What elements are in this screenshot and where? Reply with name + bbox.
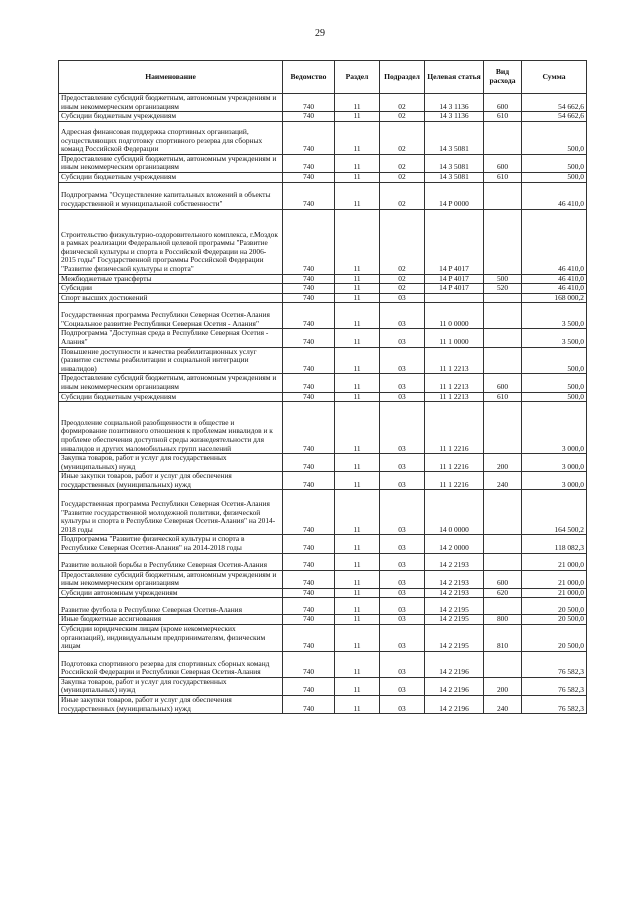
cell-ved: 740 — [283, 303, 335, 329]
cell-name: Предоставление субсидий бюджетным, автономным учреждениям и иным некоммерческим организациям — [59, 374, 283, 392]
cell-name: Преодоление социальной разобщенности в обществе и формирование позитивного отношения к проблемам инвалидов и к проблеме обеспечения доступной среды жизнедеятельности для инвалидов и других маломобильных групп населений — [59, 402, 283, 454]
cell-cs: 14 2 2195 — [425, 615, 484, 625]
cell-sum: 76 582,3 — [522, 651, 587, 677]
cell-name: Развитие вольной борьбы в Республике Северная Осетия-Алания — [59, 553, 283, 570]
cell-raz: 11 — [335, 535, 380, 553]
cell-ved: 740 — [283, 284, 335, 294]
cell-ved: 740 — [283, 570, 335, 588]
cell-raz: 11 — [335, 615, 380, 625]
cell-name: Спорт высших достижений — [59, 293, 283, 303]
cell-cs: 11 0 0000 — [425, 303, 484, 329]
table-row — [59, 490, 587, 535]
cell-ved: 740 — [283, 374, 335, 392]
cell-cs: 11 1 2216 — [425, 472, 484, 490]
cell-vr: 810 — [484, 625, 522, 652]
cell-raz: 11 — [335, 696, 380, 714]
cell-pod: 03 — [380, 625, 425, 652]
table-row — [59, 209, 587, 274]
cell-pod: 03 — [380, 598, 425, 615]
cell-raz: 11 — [335, 374, 380, 392]
cell-cs: 14 2 0000 — [425, 535, 484, 553]
cell-raz: 11 — [335, 553, 380, 570]
cell-raz: 11 — [335, 172, 380, 182]
cell-ved: 740 — [283, 392, 335, 402]
cell-ved: 740 — [283, 347, 335, 374]
table-row — [59, 625, 587, 652]
cell-name: Адресная финансовая поддержка спортивных организаций, осуществляющих подготовку спортивного резерва для сборных команд Российской Федерации — [59, 121, 283, 154]
cell-name: Субсидии бюджетным учреждениям — [59, 112, 283, 122]
cell-cs: 14 P 0000 — [425, 182, 484, 209]
cell-pod: 03 — [380, 651, 425, 677]
cell-ved: 740 — [283, 209, 335, 274]
cell-cs: 14 2 2193 — [425, 570, 484, 588]
table-row — [59, 402, 587, 454]
table-row — [59, 570, 587, 588]
cell-ved: 740 — [283, 472, 335, 490]
cell-name: Субсидии — [59, 284, 283, 294]
cell-name: Субсидии бюджетным учреждениям — [59, 172, 283, 182]
table-row — [59, 553, 587, 570]
table-row — [59, 535, 587, 553]
cell-cs: 14 3 1136 — [425, 94, 484, 112]
cell-pod: 03 — [380, 392, 425, 402]
cell-sum: 118 082,3 — [522, 535, 587, 553]
cell-vr — [484, 402, 522, 454]
cell-pod: 02 — [380, 182, 425, 209]
cell-raz: 11 — [335, 402, 380, 454]
cell-vr — [484, 329, 522, 347]
cell-sum: 3 000,0 — [522, 454, 587, 472]
cell-name: Повышение доступности и качества реабилитационных услуг (развитие системы реабилитации и социальной интеграции инвалидов) — [59, 347, 283, 374]
cell-vr — [484, 347, 522, 374]
cell-cs: 14 2 2196 — [425, 696, 484, 714]
cell-ved: 740 — [283, 112, 335, 122]
cell-name: Субсидии автономным учреждениям — [59, 588, 283, 598]
cell-cs: 14 2 2193 — [425, 553, 484, 570]
cell-pod: 02 — [380, 274, 425, 284]
cell-pod: 02 — [380, 154, 425, 172]
cell-vr — [484, 182, 522, 209]
cell-cs: 14 3 5081 — [425, 172, 484, 182]
cell-name: Развитие футбола в Республике Северная Осетия-Алания — [59, 598, 283, 615]
cell-sum: 21 000,0 — [522, 553, 587, 570]
cell-vr: 610 — [484, 112, 522, 122]
cell-pod: 03 — [380, 374, 425, 392]
cell-sum: 76 582,3 — [522, 677, 587, 695]
table-row — [59, 588, 587, 598]
cell-pod: 02 — [380, 284, 425, 294]
cell-sum: 3 500,0 — [522, 329, 587, 347]
table-row — [59, 94, 587, 112]
cell-vr: 520 — [484, 284, 522, 294]
cell-name: Подпрограмма "Развитие физической культуры и спорта в Республике Северная Осетия-Алания" на 2014-2018 годы — [59, 535, 283, 553]
cell-vr — [484, 209, 522, 274]
header-row — [59, 61, 587, 94]
cell-raz: 11 — [335, 209, 380, 274]
cell-vr — [484, 651, 522, 677]
cell-sum: 46 410,0 — [522, 274, 587, 284]
cell-name: Закупка товаров, работ и услуг для государственных (муниципальных) нужд — [59, 677, 283, 695]
cell-cs: 14 2 2193 — [425, 588, 484, 598]
cell-cs: 11 1 2213 — [425, 392, 484, 402]
cell-pod: 03 — [380, 293, 425, 303]
cell-name: Подготовка спортивного резерва для спортивных сборных команд Российской Федерации и Республики Северная Осетия-Алания — [59, 651, 283, 677]
table-row — [59, 454, 587, 472]
cell-vr — [484, 293, 522, 303]
cell-vr: 600 — [484, 154, 522, 172]
cell-raz: 11 — [335, 570, 380, 588]
header-name: Наименование — [59, 61, 283, 94]
cell-sum: 3 500,0 — [522, 303, 587, 329]
cell-raz: 11 — [335, 472, 380, 490]
cell-cs: 14 2 2195 — [425, 598, 484, 615]
cell-raz: 11 — [335, 454, 380, 472]
cell-ved: 740 — [283, 182, 335, 209]
cell-pod: 03 — [380, 535, 425, 553]
cell-pod: 02 — [380, 94, 425, 112]
cell-name: Государственная программа Республики Северная Осетия-Алания "Социальное развитие Республики Северная Осетия - Алания" — [59, 303, 283, 329]
cell-sum: 21 000,0 — [522, 570, 587, 588]
cell-vr: 500 — [484, 274, 522, 284]
cell-vr — [484, 121, 522, 154]
cell-cs — [425, 293, 484, 303]
header-celevaya: Целевая статья — [425, 61, 484, 94]
cell-raz: 11 — [335, 625, 380, 652]
budget-table — [58, 60, 587, 714]
cell-cs: 11 1 2213 — [425, 347, 484, 374]
cell-cs: 14 3 1136 — [425, 112, 484, 122]
table-row — [59, 112, 587, 122]
cell-raz: 11 — [335, 677, 380, 695]
table-row — [59, 696, 587, 714]
cell-cs: 11 1 2213 — [425, 374, 484, 392]
cell-cs: 11 1 2216 — [425, 454, 484, 472]
table-row — [59, 293, 587, 303]
cell-raz: 11 — [335, 112, 380, 122]
cell-sum: 20 500,0 — [522, 615, 587, 625]
cell-name: Межбюджетные трансферты — [59, 274, 283, 284]
header-vedomstvo: Ведомство — [283, 61, 335, 94]
cell-raz: 11 — [335, 303, 380, 329]
cell-pod: 02 — [380, 172, 425, 182]
table-body — [59, 94, 587, 714]
table-row — [59, 284, 587, 294]
table-row — [59, 374, 587, 392]
header-vid: Вид расхода — [484, 61, 522, 94]
cell-sum: 54 662,6 — [522, 112, 587, 122]
cell-ved: 740 — [283, 121, 335, 154]
cell-cs: 14 P 4017 — [425, 284, 484, 294]
cell-name: Иные бюджетные ассигнования — [59, 615, 283, 625]
cell-ved: 740 — [283, 454, 335, 472]
cell-cs: 14 2 2195 — [425, 625, 484, 652]
cell-sum: 500,0 — [522, 347, 587, 374]
cell-name: Подпрограмма "Доступная среда в Республике Северная Осетия - Алания" — [59, 329, 283, 347]
table-row — [59, 121, 587, 154]
cell-ved: 740 — [283, 615, 335, 625]
cell-ved: 740 — [283, 588, 335, 598]
cell-ved: 740 — [283, 329, 335, 347]
table-row — [59, 598, 587, 615]
cell-sum: 76 582,3 — [522, 696, 587, 714]
cell-cs: 14 P 4017 — [425, 274, 484, 284]
table-row — [59, 172, 587, 182]
cell-pod: 03 — [380, 677, 425, 695]
cell-pod: 03 — [380, 472, 425, 490]
cell-pod: 03 — [380, 490, 425, 535]
cell-cs: 11 1 0000 — [425, 329, 484, 347]
cell-sum: 500,0 — [522, 154, 587, 172]
cell-raz: 11 — [335, 274, 380, 284]
cell-vr: 240 — [484, 696, 522, 714]
cell-ved: 740 — [283, 172, 335, 182]
cell-cs: 14 3 5081 — [425, 154, 484, 172]
table-row — [59, 182, 587, 209]
cell-sum: 46 410,0 — [522, 284, 587, 294]
cell-pod: 03 — [380, 454, 425, 472]
cell-cs: 14 P 4017 — [425, 209, 484, 274]
cell-pod: 02 — [380, 121, 425, 154]
cell-vr: 600 — [484, 374, 522, 392]
cell-pod: 03 — [380, 696, 425, 714]
cell-name: Закупка товаров, работ и услуг для государственных (муниципальных) нужд — [59, 454, 283, 472]
cell-ved: 740 — [283, 598, 335, 615]
cell-ved: 740 — [283, 625, 335, 652]
cell-pod: 03 — [380, 588, 425, 598]
cell-ved: 740 — [283, 651, 335, 677]
cell-vr: 200 — [484, 677, 522, 695]
cell-vr: 610 — [484, 172, 522, 182]
cell-vr: 240 — [484, 472, 522, 490]
cell-name: Государственная программа Республики Северная Осетия-Алания "Развитие государственной молодежной политики, физической культуры и спорта в Республике Северная Осетия-Алания" на 2014-2018 годы — [59, 490, 283, 535]
cell-pod: 03 — [380, 402, 425, 454]
cell-vr: 600 — [484, 570, 522, 588]
cell-cs: 14 3 5081 — [425, 121, 484, 154]
table-row — [59, 154, 587, 172]
cell-sum: 20 500,0 — [522, 625, 587, 652]
cell-raz: 11 — [335, 293, 380, 303]
cell-raz: 11 — [335, 182, 380, 209]
cell-sum: 500,0 — [522, 392, 587, 402]
cell-sum: 164 500,2 — [522, 490, 587, 535]
cell-cs: 14 2 2196 — [425, 677, 484, 695]
cell-name: Предоставление субсидий бюджетным, автономным учреждениям и иным некоммерческим организациям — [59, 570, 283, 588]
cell-raz: 11 — [335, 154, 380, 172]
cell-raz: 11 — [335, 392, 380, 402]
cell-sum: 3 000,0 — [522, 402, 587, 454]
cell-vr — [484, 598, 522, 615]
cell-raz: 11 — [335, 121, 380, 154]
cell-ved: 740 — [283, 94, 335, 112]
table-row — [59, 303, 587, 329]
table-row — [59, 651, 587, 677]
cell-raz: 11 — [335, 490, 380, 535]
cell-ved: 740 — [283, 677, 335, 695]
cell-ved: 740 — [283, 274, 335, 284]
cell-sum: 500,0 — [522, 172, 587, 182]
cell-sum: 3 000,0 — [522, 472, 587, 490]
table-row — [59, 392, 587, 402]
table-row — [59, 472, 587, 490]
cell-name: Подпрограмма "Осуществление капитальных вложений в объекты государственной и муниципальной собственности" — [59, 182, 283, 209]
table-row — [59, 329, 587, 347]
cell-vr — [484, 490, 522, 535]
cell-vr: 800 — [484, 615, 522, 625]
cell-vr: 600 — [484, 94, 522, 112]
cell-ved: 740 — [283, 293, 335, 303]
cell-sum: 500,0 — [522, 121, 587, 154]
cell-ved: 740 — [283, 402, 335, 454]
cell-name: Предоставление субсидий бюджетным, автономным учреждениям и иным некоммерческим организациям — [59, 154, 283, 172]
cell-sum: 46 410,0 — [522, 209, 587, 274]
cell-pod: 03 — [380, 347, 425, 374]
cell-name: Субсидии бюджетным учреждениям — [59, 392, 283, 402]
cell-name: Иные закупки товаров, работ и услуг для обеспечения государственных (муниципальных) нужд — [59, 472, 283, 490]
cell-ved: 740 — [283, 696, 335, 714]
cell-ved: 740 — [283, 553, 335, 570]
cell-vr: 200 — [484, 454, 522, 472]
cell-vr — [484, 535, 522, 553]
cell-sum: 168 000,2 — [522, 293, 587, 303]
header-summa: Сумма — [522, 61, 587, 94]
cell-vr: 610 — [484, 392, 522, 402]
cell-raz: 11 — [335, 347, 380, 374]
cell-sum: 46 410,0 — [522, 182, 587, 209]
cell-name: Субсидии юридическим лицам (кроме некоммерческих организаций), индивидуальным предпринимателям, физическим лицам — [59, 625, 283, 652]
cell-raz: 11 — [335, 598, 380, 615]
cell-sum: 500,0 — [522, 374, 587, 392]
cell-ved: 740 — [283, 535, 335, 553]
cell-raz: 11 — [335, 651, 380, 677]
table-row — [59, 677, 587, 695]
cell-raz: 11 — [335, 284, 380, 294]
cell-sum: 20 500,0 — [522, 598, 587, 615]
cell-vr — [484, 303, 522, 329]
table-row — [59, 347, 587, 374]
cell-cs: 14 0 0000 — [425, 490, 484, 535]
cell-sum: 54 662,6 — [522, 94, 587, 112]
cell-name: Иные закупки товаров, работ и услуг для обеспечения государственных (муниципальных) нужд — [59, 696, 283, 714]
cell-pod: 03 — [380, 553, 425, 570]
cell-pod: 03 — [380, 615, 425, 625]
cell-pod: 03 — [380, 570, 425, 588]
cell-ved: 740 — [283, 154, 335, 172]
cell-vr — [484, 553, 522, 570]
cell-pod: 03 — [380, 329, 425, 347]
header-podrazdel: Подраздел — [380, 61, 425, 94]
cell-cs: 11 1 2216 — [425, 402, 484, 454]
cell-name: Строительство физкультурно-оздоровительного комплекса, г.Моздок в рамках реализации Федеральной целевой программы "Развитие физической культуры и спорта в Российской Федерации на 2006-2015 годы" Государственной программы Российской Федерации "Развитие физической культуры и спорта" — [59, 209, 283, 274]
cell-ved: 740 — [283, 490, 335, 535]
cell-pod: 02 — [380, 209, 425, 274]
cell-pod: 02 — [380, 112, 425, 122]
header-razdel: Раздел — [335, 61, 380, 94]
cell-vr: 620 — [484, 588, 522, 598]
cell-cs: 14 2 2196 — [425, 651, 484, 677]
cell-sum: 21 000,0 — [522, 588, 587, 598]
cell-name: Предоставление субсидий бюджетным, автономным учреждениям и иным некоммерческим организациям — [59, 94, 283, 112]
cell-raz: 11 — [335, 588, 380, 598]
cell-raz: 11 — [335, 94, 380, 112]
page-number: 29 — [315, 28, 325, 39]
cell-pod: 03 — [380, 303, 425, 329]
cell-raz: 11 — [335, 329, 380, 347]
